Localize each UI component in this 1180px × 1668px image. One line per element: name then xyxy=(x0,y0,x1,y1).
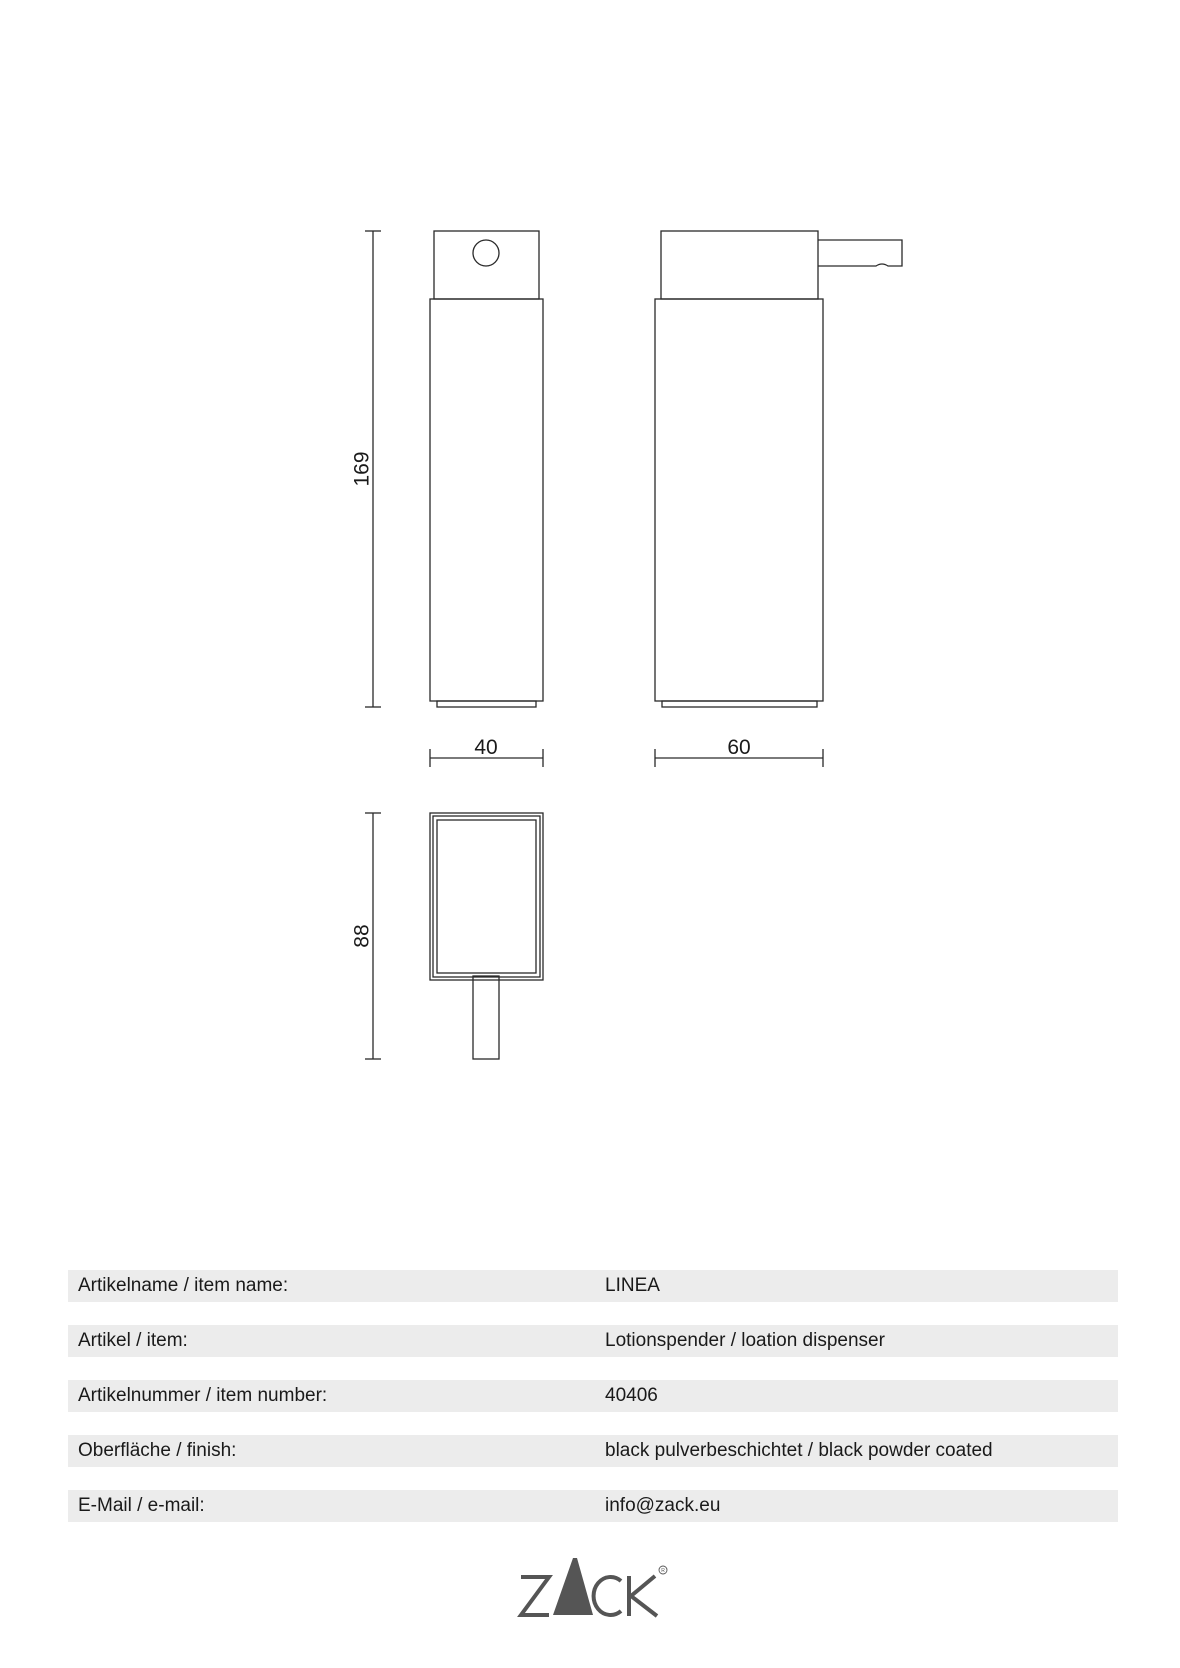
spec-row-item-number xyxy=(68,1380,1118,1412)
zack-logo xyxy=(515,1550,675,1620)
spec-row-item xyxy=(68,1325,1118,1357)
spec-row-email xyxy=(68,1490,1118,1522)
top-view xyxy=(430,813,543,1059)
dimension-depth-label: 88 xyxy=(350,924,374,948)
spec-value: LINEA xyxy=(605,1275,660,1296)
top-view-inner-rim xyxy=(437,820,536,973)
spec-label: Artikel / item: xyxy=(78,1330,188,1351)
side-view-spout xyxy=(818,240,902,266)
spec-label: Artikelnummer / item number: xyxy=(78,1385,328,1406)
spec-value: black pulverbeschichtet / black powder coated xyxy=(605,1440,993,1461)
front-view-pump-head xyxy=(434,231,539,299)
spec-row-item-name xyxy=(68,1270,1118,1302)
top-view-mid-rim xyxy=(433,816,540,977)
dimension-depth xyxy=(351,813,381,1059)
svg-text:R: R xyxy=(661,1568,665,1574)
spec-value[interactable]: info@zack.eu xyxy=(605,1495,721,1516)
top-view-spout xyxy=(473,976,499,1059)
spec-row-finish xyxy=(68,1435,1118,1467)
side-view-pump-head xyxy=(661,231,818,299)
dimension-front-width-label: 40 xyxy=(474,736,498,759)
side-view-base xyxy=(662,701,817,707)
spec-label: Artikelname / item name: xyxy=(78,1275,289,1296)
spec-label: Oberfläche / finish: xyxy=(78,1440,237,1461)
front-view-nozzle-outlet xyxy=(473,240,499,266)
spec-value: 40406 xyxy=(605,1385,658,1406)
spec-value: Lotionspender / loation dispenser xyxy=(605,1330,885,1351)
side-view-body xyxy=(655,299,823,701)
dimension-side-width xyxy=(655,736,823,767)
spec-label: E-Mail / e-mail: xyxy=(78,1495,205,1516)
dimension-front-width xyxy=(430,736,543,767)
side-view xyxy=(655,231,902,707)
front-view xyxy=(430,231,543,707)
front-view-base xyxy=(437,701,536,707)
dimension-height-label: 169 xyxy=(350,451,374,487)
front-view-body xyxy=(430,299,543,701)
spec-table xyxy=(68,1270,1118,1545)
dimension-side-width-label: 60 xyxy=(727,736,751,759)
dimension-height xyxy=(351,231,381,707)
top-view-outer-rim xyxy=(430,813,543,980)
